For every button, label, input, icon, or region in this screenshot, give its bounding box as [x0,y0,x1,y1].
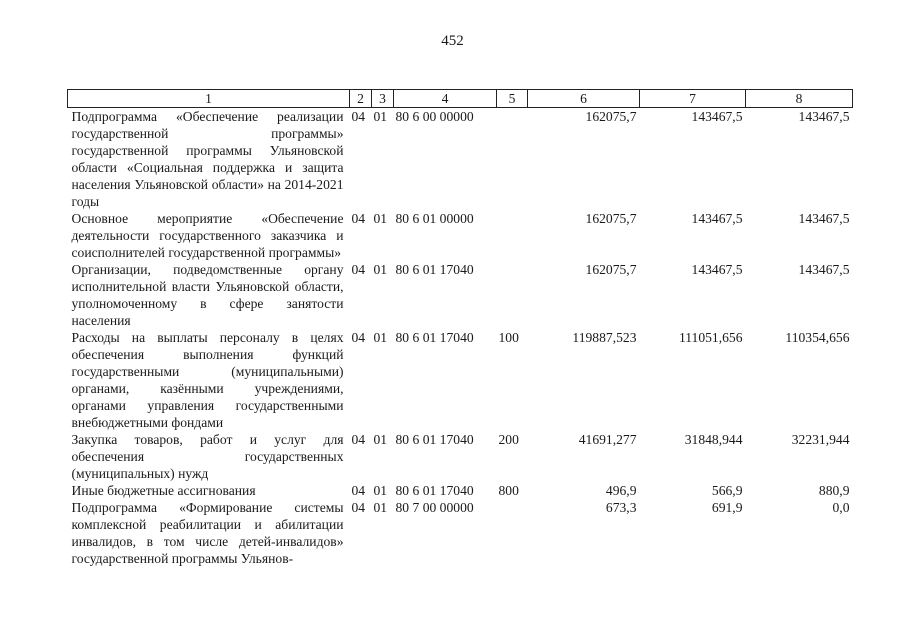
amount-col-7: 691,9 [711,500,743,515]
amount-col-6: 496,9 [605,483,637,498]
target-article-code: 80 6 01 00000 [395,211,474,226]
column-header: 7 [640,90,746,108]
subsection-code: 01 [373,109,388,124]
column-header: 5 [497,90,528,108]
amount-col-8: 32231,944 [791,432,850,447]
target-article-code: 80 6 00 00000 [395,109,474,124]
page-number: 452 [441,33,464,49]
row-name: Основное мероприятие «Обеспечение деятельности государственного заказчика и соисполнителей государственной программы» [71,211,344,260]
amount-col-8: 143467,5 [798,262,850,277]
expense-type-code: 100 [498,330,519,345]
column-header: 2 [350,90,372,108]
row-name: Подпрограмма «Обеспечение реализации государственной программы» государственной программы Ульяновской области «Социальная поддержка и защита населения Ульяновской области» на 2014-2021 годы [71,109,344,209]
table-row [68,210,853,261]
target-article-code: 80 6 01 17040 [395,432,474,447]
subsection-code: 01 [373,262,388,277]
section-code: 04 [351,262,366,277]
target-article-code: 80 6 01 17040 [395,330,474,345]
expense-type-code: 200 [498,432,519,447]
section-code: 04 [351,109,366,124]
amount-col-8: 110354,656 [785,330,850,345]
expense-type-code [497,210,528,261]
section-code: 04 [351,483,366,498]
amount-col-7: 566,9 [711,483,743,498]
table-row [68,499,853,567]
row-name: Иные бюджетные ассигнования [71,483,256,498]
expense-type-code [497,261,528,329]
target-article-code: 80 6 01 17040 [395,262,474,277]
table-row [68,431,853,482]
expense-type-code [497,108,528,211]
column-header: 4 [394,90,497,108]
row-name: Подпрограмма «Формирование системы комплексной реабилитации и абилитации инвалидов, в том числе детей-инвалидов» государственной программы Ульянов- [71,500,344,566]
table-row [68,482,853,499]
target-article-code: 80 7 00 00000 [395,500,474,515]
subsection-code: 01 [373,500,388,515]
subsection-code: 01 [373,483,388,498]
table-row [68,108,853,211]
subsection-code: 01 [373,211,388,226]
expense-type-code [497,499,528,567]
column-header: 3 [372,90,394,108]
column-header: 8 [746,90,853,108]
budget-table [67,89,853,567]
amount-col-7: 31848,944 [684,432,743,447]
amount-col-8: 880,9 [818,483,850,498]
amount-col-6: 119887,523 [572,330,637,345]
amount-col-6: 41691,277 [578,432,637,447]
section-code: 04 [351,432,366,447]
table-row [68,329,853,431]
target-article-code: 80 6 01 17040 [395,483,474,498]
amount-col-7: 143467,5 [691,211,743,226]
subsection-code: 01 [373,330,388,345]
row-name: Закупка товаров, работ и услуг для обеспечения государственных (муниципальных) нужд [71,432,344,481]
row-name: Расходы на выплаты персоналу в целях обеспечения выполнения функций государственными (муниципальными) органами, казёнными учреждениями, органами управления государственными внебюджетными фондами [71,330,344,430]
table-row [68,261,853,329]
amount-col-6: 162075,7 [585,109,637,124]
section-code: 04 [351,211,366,226]
amount-col-8: 143467,5 [798,109,850,124]
amount-col-6: 162075,7 [585,262,637,277]
expense-type-code: 800 [498,483,519,498]
amount-col-7: 111051,656 [678,330,743,345]
amount-col-7: 143467,5 [691,262,743,277]
amount-col-6: 673,3 [605,500,637,515]
amount-col-7: 143467,5 [691,109,743,124]
header-row [68,90,853,108]
row-name: Организации, подведомственные органу исполнительной власти Ульяновской области, уполномоченному в сфере занятости населения [71,262,344,328]
section-code: 04 [351,330,366,345]
subsection-code: 01 [373,432,388,447]
column-header: 1 [68,90,350,108]
section-code: 04 [351,500,366,515]
amount-col-8: 143467,5 [798,211,850,226]
amount-col-6: 162075,7 [585,211,637,226]
column-header: 6 [528,90,640,108]
amount-col-8: 0,0 [832,500,850,515]
